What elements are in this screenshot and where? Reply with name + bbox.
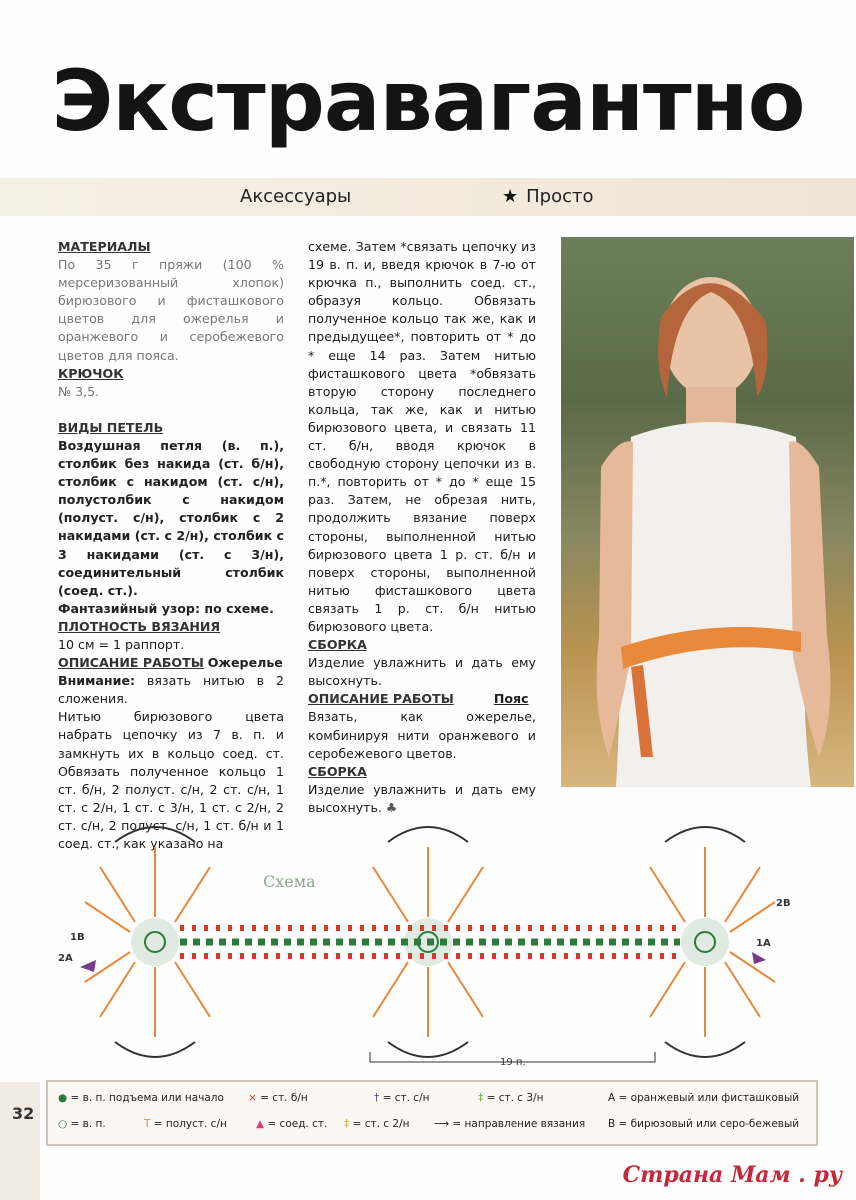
desc-heading: ОПИСАНИЕ РАБОТЫ <box>58 655 204 671</box>
belt-desc-sub: Пояс <box>493 691 529 707</box>
star-icon: ★ <box>502 186 519 207</box>
slip-stitch-icon: ▲ <box>256 1118 265 1130</box>
face-shape <box>663 277 759 397</box>
continued-text: схеме. Затем *связать цепочку из 19 в. п. и, введя крючок в 7-ю от крючка п., выполнить соед. ст., образуя кольцо. Обвязать полученное кольцо так же, как и предыдущее*, повторить от * до * еще 14 раз. Затем нитью фисташкового цвета *обвязать вторую сторону последнего кольца, так же, как и нитью бирюзового цвета, и связать 11 ст. б/н, вводя крючок в свободную сторону цепочки из в. п.*, повторить от * до * еще 15 раз. Затем, не обрезая нить, продолжить вязание поверх стороны, выполненной нитью бирюзового цвета 1 р. ст. б/н и поверх стороны, выполненной нитью фисташкового цвета связать 1 р. ст. б/н нитью бирюзового цвета. <box>308 239 536 634</box>
legend-item-1: ● = в. п. подъема или начало <box>58 1092 224 1104</box>
start-triangle-right <box>752 952 766 964</box>
stitches-text: Воздушная петля (в. п.), столбик без накида (ст. б/н), столбик с накидом (ст. с/н), полустолбик с накидом (полуст. с/н), столбик с 2 накидами (ст. с 2/н), столбик с 3 накидами (ст. с 3/н), соединительный столбик (соед. ст.). <box>58 437 284 598</box>
legend-item-11: В = бирюзовый или серо-бежевый <box>608 1118 800 1130</box>
double-treble-icon: ‡ <box>344 1118 350 1130</box>
stitches-heading: ВИДЫ ПЕТЕЛЬ <box>58 419 164 435</box>
model-photo <box>561 237 854 787</box>
legend-item-3: × = ст. б/н <box>248 1092 308 1104</box>
watermark: Страна Мам . ру <box>622 1162 842 1188</box>
materials-heading: МАТЕРИАЛЫ <box>58 239 151 254</box>
legend-item-10: А = оранжевый или фисташковый <box>608 1092 800 1104</box>
legend-box <box>46 1080 818 1146</box>
diagram-svg <box>0 812 856 1080</box>
triple-crochet-icon: ‡ <box>478 1092 484 1104</box>
legend-item-9: ⟶ = направление вязания <box>434 1118 586 1130</box>
attention-line <box>58 672 284 708</box>
mark-1b: 1В <box>70 932 85 943</box>
hook-text: № 3,5. <box>58 383 100 399</box>
dc-icon: † <box>374 1092 380 1104</box>
arrow-icon: ⟶ <box>434 1118 450 1130</box>
club-icon: ♣ <box>385 799 398 815</box>
mark-2a: 2А <box>58 953 73 964</box>
model-photo-illustration <box>561 237 854 787</box>
necklace-heading-line <box>58 654 284 672</box>
difficulty-level <box>502 186 594 207</box>
legend-item-8: ‡ = ст. с 2/н <box>344 1118 410 1130</box>
legend-item-7: ‡ = ст. с 3/н <box>478 1092 544 1104</box>
crochet-diagram <box>0 812 856 1080</box>
legend-item-2: ○ = в. п. <box>58 1118 106 1130</box>
pattern-text: Фантазийный узор: по схеме. <box>58 600 274 616</box>
legend-item-5: † = ст. с/н <box>374 1092 430 1104</box>
text-column-left <box>58 238 284 853</box>
assembly2-heading: СБОРКА <box>308 763 367 779</box>
neck-shape <box>686 387 736 427</box>
mark-1a: 1А <box>756 938 771 949</box>
difficulty-text: Просто <box>526 186 594 207</box>
attention-text: вязать нитью в 2 сложения. <box>58 673 284 707</box>
belt-heading-line <box>308 690 536 708</box>
motif-left <box>85 827 210 1057</box>
gauge-text: 10 см = 1 раппорт. <box>58 636 185 652</box>
assembly-text: Изделие увлажнить и дать ему высохнуть. <box>308 655 536 689</box>
gauge-heading: ПЛОТНОСТЬ ВЯЗАНИЯ <box>58 618 221 634</box>
assembly-heading: СБОРКА <box>308 637 367 653</box>
belt-text: Вязать, как ожерелье, комбинируя нити оранжевого и серобежевого цветов. <box>308 709 536 761</box>
desc-sub: Ожерелье <box>207 655 283 671</box>
belt-desc-heading: ОПИСАНИЕ РАБОТЫ <box>308 691 454 707</box>
assembly2-text: Изделие увлажнить и дать ему высохнуть. ♣ <box>308 781 536 815</box>
span-label: 19 п. <box>500 1057 526 1068</box>
category-band <box>0 178 856 216</box>
article-title: Экстравагантно <box>51 52 805 150</box>
start-triangle-left <box>80 960 96 972</box>
legend-item-6: ▲ = соед. ст. <box>256 1118 328 1130</box>
attention-label: Внимание: <box>58 673 136 689</box>
materials-text: По 35 г пряжи (100 % мерсеризованный хлопок) бирюзового и фисташкового цветов для ожерелья и оранжевого и серобежевого цветов для пояса. <box>58 257 284 363</box>
diagram-label: Схема <box>263 872 316 891</box>
legend-item-4: T = полуст. с/н <box>144 1118 227 1130</box>
cross-icon: × <box>248 1092 257 1104</box>
text-column-right <box>308 238 536 817</box>
page-number-tab <box>0 1082 40 1200</box>
ring-icon: ○ <box>58 1118 68 1130</box>
necklace-text: Нитью бирюзового цвета набрать цепочку из 7 в. п. и замкнуть их в кольцо соед. ст. Обвязать полученное кольцо 1 ст. б/н, 2 полуст. с/н, 2 ст. с/н, 1 ст. с 2/н, 1 ст. с 3/н, 1 ст. с 2/н, 2 ст. с/н, 2 полуст. с/н, 1 ст. б/н и 1 соед. ст., как указано на <box>58 709 284 851</box>
page-number: 32 <box>12 1104 35 1123</box>
dot-icon: ● <box>58 1092 68 1104</box>
mark-2b: 2В <box>776 898 791 909</box>
hook-heading: КРЮЧОК <box>58 365 124 381</box>
half-dc-icon: T <box>144 1118 151 1130</box>
category-label: Аксессуары <box>240 186 352 207</box>
